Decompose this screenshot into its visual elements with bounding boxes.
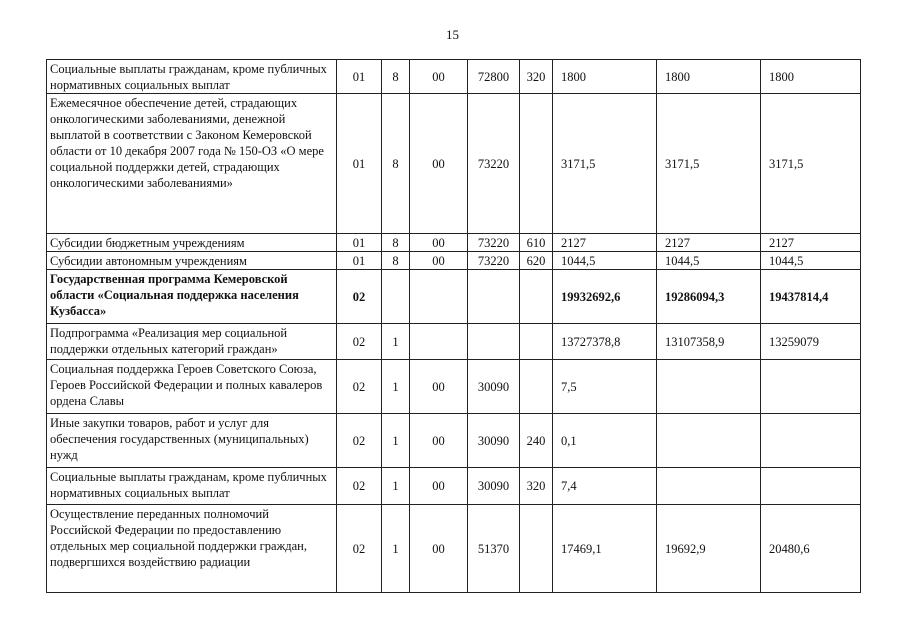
code-group: 00 xyxy=(410,468,468,505)
amount-year-1: 17469,1 xyxy=(553,505,657,593)
code-section: 02 xyxy=(337,360,382,414)
budget-table xyxy=(46,59,861,593)
code-expense-type: 610 xyxy=(520,234,553,252)
code-target: 73220 xyxy=(468,234,520,252)
code-section: 02 xyxy=(337,468,382,505)
table-row xyxy=(47,468,861,505)
code-group: 00 xyxy=(410,414,468,468)
code-expense-type: 320 xyxy=(520,468,553,505)
code-target: 72800 xyxy=(468,60,520,94)
table-row xyxy=(47,60,861,94)
row-name: Социальные выплаты гражданам, кроме публичных нормативных социальных выплат xyxy=(47,468,337,505)
code-section: 01 xyxy=(337,94,382,234)
code-group: 00 xyxy=(410,234,468,252)
amount-year-1: 1800 xyxy=(553,60,657,94)
code-group: 00 xyxy=(410,60,468,94)
amount-year-3: 20480,6 xyxy=(761,505,861,593)
amount-year-3: 19437814,4 xyxy=(761,270,861,324)
code-target: 73220 xyxy=(468,94,520,234)
row-name: Государственная программа Кемеровской области «Социальная поддержка населения Кузбасса» xyxy=(47,270,337,324)
amount-year-3: 1044,5 xyxy=(761,252,861,270)
code-target: 30090 xyxy=(468,414,520,468)
amount-year-1: 13727378,8 xyxy=(553,324,657,360)
code-section: 01 xyxy=(337,234,382,252)
code-group: 00 xyxy=(410,360,468,414)
code-group xyxy=(410,324,468,360)
code-expense-type xyxy=(520,505,553,593)
amount-year-1: 19932692,6 xyxy=(553,270,657,324)
code-subsection: 8 xyxy=(382,94,410,234)
code-expense-type: 320 xyxy=(520,60,553,94)
code-target: 30090 xyxy=(468,360,520,414)
code-subsection: 1 xyxy=(382,468,410,505)
row-name: Социальная поддержка Героев Советского Союза, Героев Российской Федерации и полных кавалеров ордена Славы xyxy=(47,360,337,414)
amount-year-1: 2127 xyxy=(553,234,657,252)
amount-year-2 xyxy=(657,468,761,505)
code-subsection: 8 xyxy=(382,234,410,252)
code-section: 02 xyxy=(337,324,382,360)
row-name: Субсидии бюджетным учреждениям xyxy=(47,234,337,252)
amount-year-3: 13259079 xyxy=(761,324,861,360)
table-row xyxy=(47,360,861,414)
code-target xyxy=(468,324,520,360)
amount-year-2: 1044,5 xyxy=(657,252,761,270)
amount-year-1: 3171,5 xyxy=(553,94,657,234)
code-group: 00 xyxy=(410,94,468,234)
table-row xyxy=(47,252,861,270)
page-number: 15 xyxy=(446,27,459,42)
code-expense-type: 240 xyxy=(520,414,553,468)
code-subsection xyxy=(382,270,410,324)
code-expense-type xyxy=(520,324,553,360)
code-target xyxy=(468,270,520,324)
code-expense-type: 620 xyxy=(520,252,553,270)
row-name: Осуществление переданных полномочий Российской Федерации по предоставлению отдельных мер социальной поддержки граждан, подвергшихся воздействию радиации xyxy=(47,505,337,593)
amount-year-2: 19692,9 xyxy=(657,505,761,593)
code-subsection: 1 xyxy=(382,360,410,414)
amount-year-1: 0,1 xyxy=(553,414,657,468)
table-row xyxy=(47,324,861,360)
row-name: Иные закупки товаров, работ и услуг для обеспечения государственных (муниципальных) нужд xyxy=(47,414,337,468)
code-subsection: 1 xyxy=(382,505,410,593)
code-section: 02 xyxy=(337,414,382,468)
code-expense-type xyxy=(520,94,553,234)
amount-year-3 xyxy=(761,468,861,505)
row-name: Субсидии автономным учреждениям xyxy=(47,252,337,270)
table-row xyxy=(47,234,861,252)
amount-year-2: 3171,5 xyxy=(657,94,761,234)
code-section: 01 xyxy=(337,252,382,270)
amount-year-3 xyxy=(761,414,861,468)
amount-year-1: 1044,5 xyxy=(553,252,657,270)
code-subsection: 1 xyxy=(382,414,410,468)
amount-year-2 xyxy=(657,414,761,468)
code-group: 00 xyxy=(410,505,468,593)
code-section: 02 xyxy=(337,505,382,593)
code-group xyxy=(410,270,468,324)
code-subsection: 8 xyxy=(382,252,410,270)
amount-year-2: 19286094,3 xyxy=(657,270,761,324)
code-expense-type xyxy=(520,360,553,414)
code-target: 51370 xyxy=(468,505,520,593)
table-row xyxy=(47,414,861,468)
row-name: Социальные выплаты гражданам, кроме публичных нормативных социальных выплат xyxy=(47,60,337,94)
code-target: 73220 xyxy=(468,252,520,270)
amount-year-3: 3171,5 xyxy=(761,94,861,234)
code-subsection: 8 xyxy=(382,60,410,94)
code-target: 30090 xyxy=(468,468,520,505)
row-name: Ежемесячное обеспечение детей, страдающих онкологическими заболеваниями, денежной выплатой в соответствии с Законом Кемеровской области от 10 декабря 2007 года № 150-ОЗ «О мере социальной поддержки детей, страдающих онкологическими заболеваниями» xyxy=(47,94,337,234)
amount-year-2 xyxy=(657,360,761,414)
amount-year-2: 13107358,9 xyxy=(657,324,761,360)
code-group: 00 xyxy=(410,252,468,270)
code-section: 02 xyxy=(337,270,382,324)
code-section: 01 xyxy=(337,60,382,94)
amount-year-1: 7,4 xyxy=(553,468,657,505)
code-subsection: 1 xyxy=(382,324,410,360)
amount-year-1: 7,5 xyxy=(553,360,657,414)
table-row xyxy=(47,505,861,593)
row-name: Подпрограмма «Реализация мер социальной поддержки отдельных категорий граждан» xyxy=(47,324,337,360)
code-expense-type xyxy=(520,270,553,324)
amount-year-3: 1800 xyxy=(761,60,861,94)
table-row xyxy=(47,94,861,234)
amount-year-2: 1800 xyxy=(657,60,761,94)
amount-year-2: 2127 xyxy=(657,234,761,252)
table-row xyxy=(47,270,861,324)
amount-year-3 xyxy=(761,360,861,414)
amount-year-3: 2127 xyxy=(761,234,861,252)
